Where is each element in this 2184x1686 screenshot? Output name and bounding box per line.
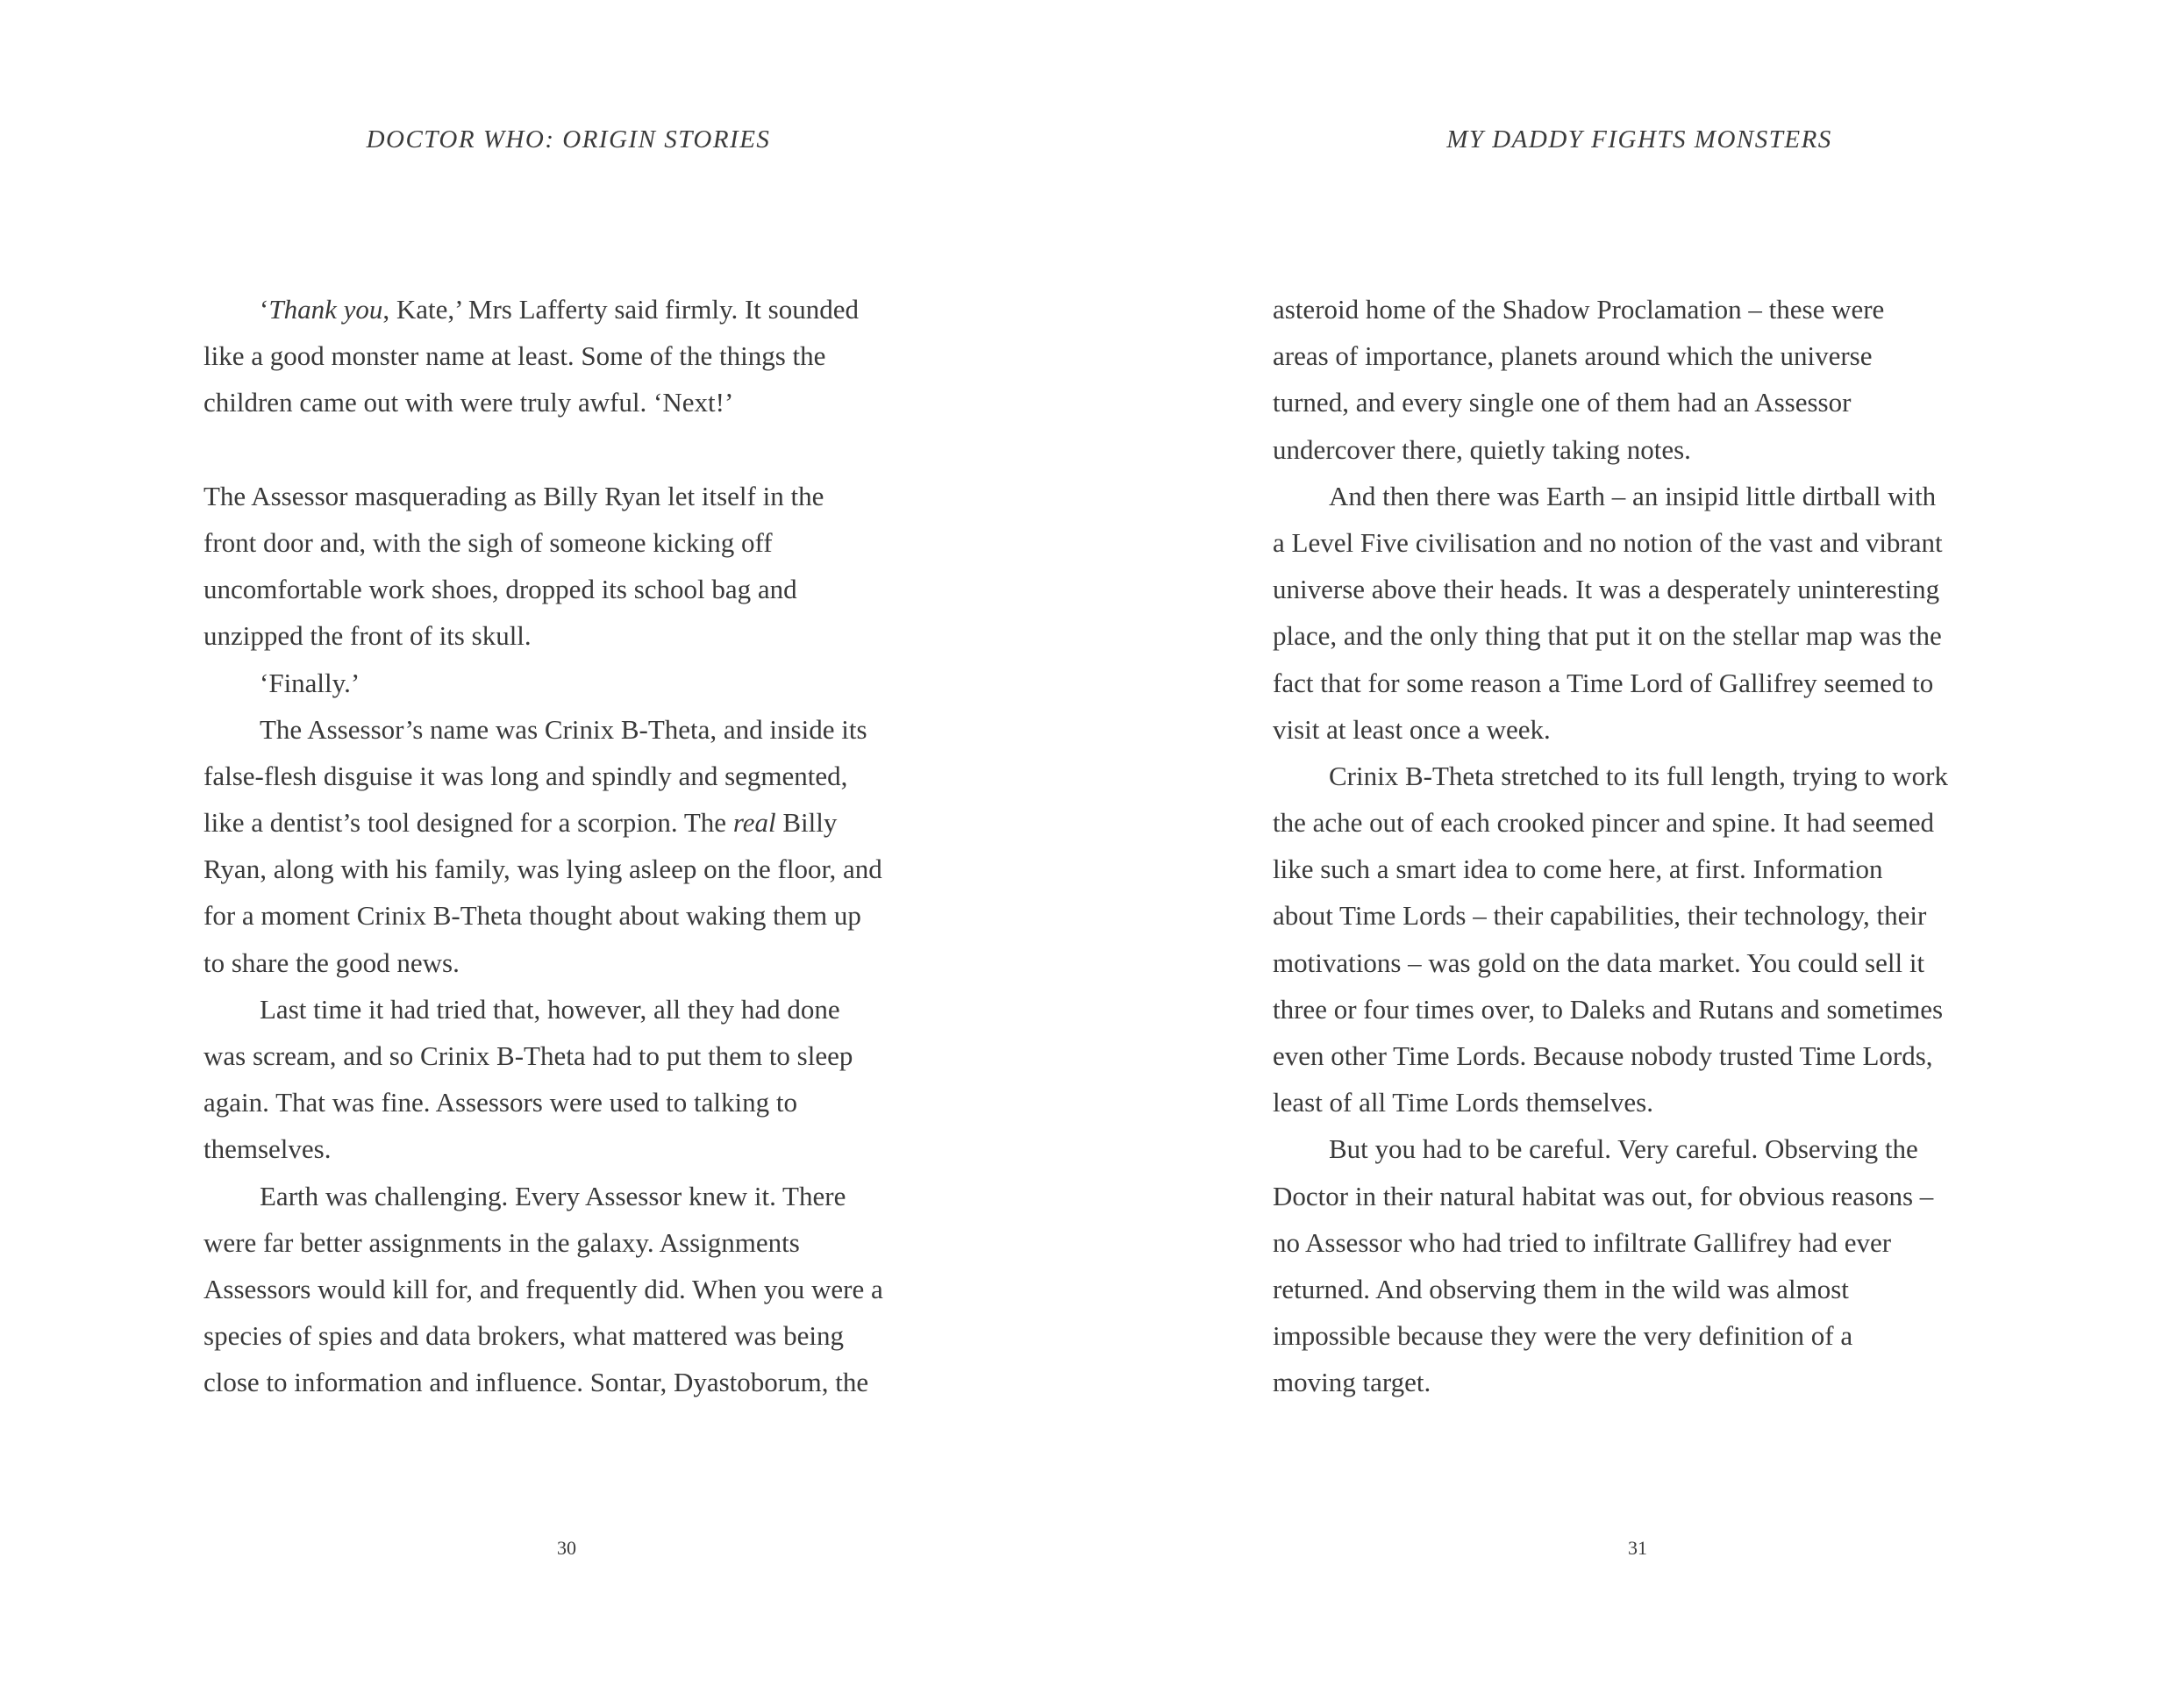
running-head: DOCTOR WHO: ORIGIN STORIES xyxy=(366,125,771,154)
text-line: for a moment Crinix B-Theta thought about waking them up xyxy=(203,900,861,932)
text-line: was scream, and so Crinix B-Theta had to put them to sleep xyxy=(203,1040,853,1071)
text-line: children came out with were truly awful. ‘Next!’ xyxy=(203,387,734,418)
italic-text: real xyxy=(732,807,776,839)
text-line: Earth was challenging. Every Assessor knew it. There xyxy=(260,1180,846,1211)
running-head: MY DADDY FIGHTS MONSTERS xyxy=(1446,125,1832,154)
italic-text: Thank you xyxy=(268,294,383,325)
text-line: no Assessor who had tried to infiltrate Gallifrey had ever xyxy=(1273,1226,1892,1258)
text-line: universe above their heads. It was a desperately uninteresting xyxy=(1273,574,1940,605)
text-line: unzipped the front of its skull. xyxy=(203,620,532,652)
text-line: fact that for some reason a Time Lord of Gallifrey seemed to xyxy=(1273,667,1934,698)
text-line xyxy=(203,799,883,846)
text-line: Last time it had tried that, however, all they had done xyxy=(260,993,840,1025)
text-line: But you had to be careful. Very careful. Observing the xyxy=(1329,1133,1918,1165)
text-line xyxy=(203,286,883,332)
text-segment: Billy xyxy=(775,807,838,839)
text-line: ‘Finally.’ xyxy=(260,667,360,698)
text-line: themselves. xyxy=(203,1133,332,1165)
text-line: Assessors would kill for, and frequently did. When you were a xyxy=(203,1273,883,1304)
text-segment: , Kate,’ Mrs Lafferty said firmly. It sounded xyxy=(382,294,859,325)
text-line: like such a smart idea to come here, at first. Information xyxy=(1273,854,1883,885)
text-line: Ryan, along with his family, was lying asleep on the floor, and xyxy=(203,854,882,885)
body-text xyxy=(203,286,883,1406)
text-line: like a good monster name at least. Some of the things the xyxy=(203,340,826,372)
text-line: least of all Time Lords themselves. xyxy=(1273,1087,1653,1118)
text-line: a Level Five civilisation and no notion of the vast and vibrant xyxy=(1273,526,1943,558)
text-line: asteroid home of the Shadow Proclamation – these were xyxy=(1273,294,1885,325)
text-line xyxy=(203,426,883,473)
text-line: undercover there, quietly taking notes. xyxy=(1273,433,1691,465)
text-line: uncomfortable work shoes, dropped its school bag and xyxy=(203,574,797,605)
text-line: returned. And observing them in the wild was almost xyxy=(1273,1273,1849,1304)
text-line: Crinix B-Theta stretched to its full length, trying to work xyxy=(1329,760,1948,791)
text-line: close to information and influence. Sontar, Dyastoborum, the xyxy=(203,1367,869,1398)
text-line: again. That was fine. Assessors were used to talking to xyxy=(203,1087,797,1118)
text-line: were far better assignments in the galaxy. Assignments xyxy=(203,1226,800,1258)
text-line: The Assessor’s name was Crinix B-Theta, and inside its xyxy=(260,713,867,745)
body-text xyxy=(1273,286,1948,1406)
text-line: impossible because they were the very definition of a xyxy=(1273,1320,1853,1352)
right-page xyxy=(1092,0,2184,1686)
text-line: moving target. xyxy=(1273,1367,1431,1398)
text-line: areas of importance, planets around which the universe xyxy=(1273,340,1873,372)
text-line: three or four times over, to Daleks and Rutans and sometimes xyxy=(1273,993,1944,1025)
text-line: turned, and every single one of them had an Assessor xyxy=(1273,387,1852,418)
text-line: species of spies and data brokers, what mattered was being xyxy=(203,1320,844,1352)
text-line: The Assessor masquerading as Billy Ryan let itself in the xyxy=(203,480,824,511)
text-line: about Time Lords – their capabilities, their technology, their xyxy=(1273,900,1927,932)
page-number: 31 xyxy=(1628,1537,1647,1559)
text-line: visit at least once a week. xyxy=(1273,713,1551,745)
text-line: motivations – was gold on the data market. You could sell it xyxy=(1273,947,1925,978)
text-line: place, and the only thing that put it on the stellar map was the xyxy=(1273,620,1942,652)
text-line: Doctor in their natural habitat was out, for obvious reasons – xyxy=(1273,1180,1934,1211)
page-number: 30 xyxy=(557,1537,576,1559)
text-line: even other Time Lords. Because nobody trusted Time Lords, xyxy=(1273,1040,1933,1071)
text-line: And then there was Earth – an insipid little dirtball with xyxy=(1329,480,1937,511)
text-line: front door and, with the sigh of someone kicking off xyxy=(203,526,773,558)
text-line: false-flesh disguise it was long and spindly and segmented, xyxy=(203,760,848,791)
text-segment: ‘ xyxy=(260,294,269,325)
text-line: the ache out of each crooked pincer and spine. It had seemed xyxy=(1273,807,1935,839)
text-line: to share the good news. xyxy=(203,947,460,978)
text-segment: like a dentist’s tool designed for a scorpion. The xyxy=(203,807,733,839)
